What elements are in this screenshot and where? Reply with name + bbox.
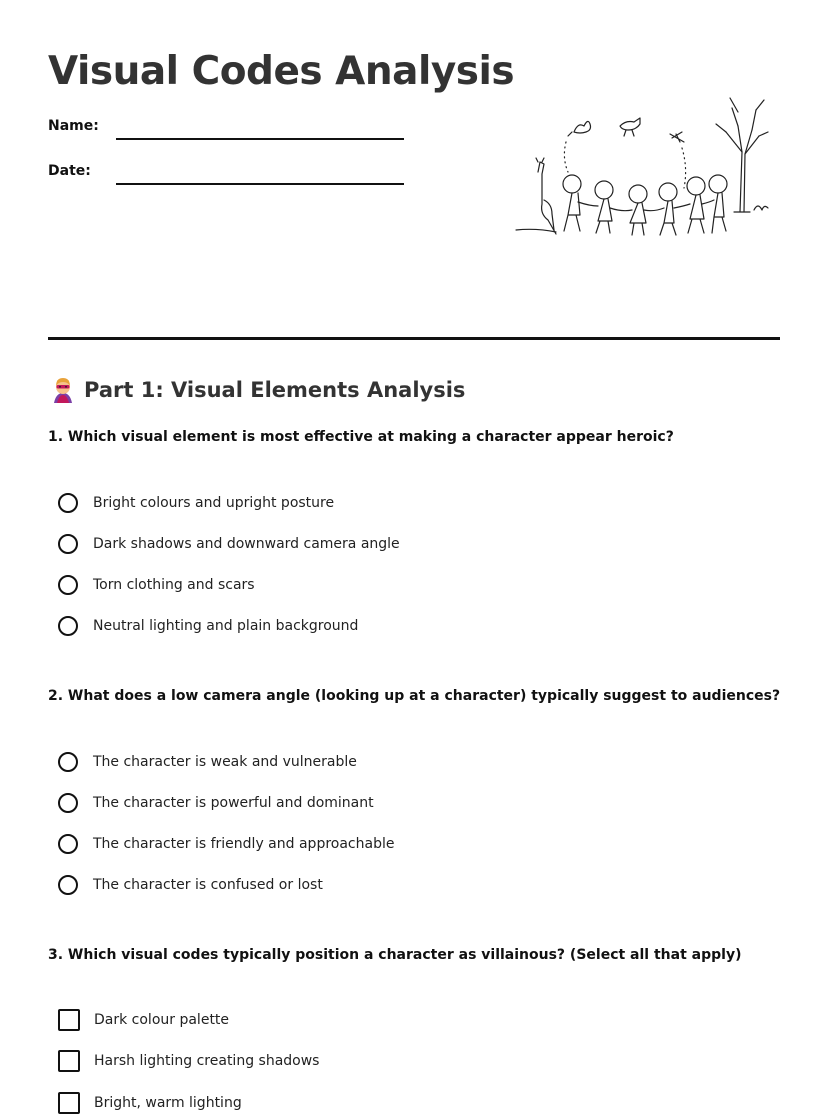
q2-option-1[interactable] [58, 750, 357, 774]
name-field[interactable] [116, 138, 404, 140]
q2-option-4[interactable] [58, 873, 323, 897]
option-label: The character is weak and vulnerable [93, 754, 357, 770]
checkbox[interactable] [58, 1092, 80, 1114]
question-3: 3. Which visual codes typically position a character as villainous? (Select all that apply) [48, 947, 742, 963]
q3-option-2[interactable] [58, 1049, 319, 1073]
radio-button[interactable] [58, 752, 78, 772]
option-label: The character is powerful and dominant [93, 795, 374, 811]
option-label: Neutral lighting and plain background [93, 618, 359, 634]
radio-button[interactable] [58, 793, 78, 813]
radio-button[interactable] [58, 575, 78, 595]
radio-button[interactable] [58, 875, 78, 895]
q2-option-2[interactable] [58, 791, 374, 815]
name-label: Name: [48, 118, 99, 134]
radio-button[interactable] [58, 493, 78, 513]
page-title: Visual Codes Analysis [48, 49, 515, 94]
option-label: Torn clothing and scars [93, 577, 255, 593]
section-divider [48, 337, 780, 340]
option-label: Dark shadows and downward camera angle [93, 536, 400, 552]
date-field[interactable] [116, 183, 404, 185]
section-header [48, 374, 465, 406]
q3-option-1[interactable] [58, 1008, 229, 1032]
option-label: Harsh lighting creating shadows [94, 1053, 320, 1069]
q1-option-4[interactable] [58, 614, 358, 638]
q1-option-2[interactable] [58, 532, 400, 556]
checkbox[interactable] [58, 1050, 80, 1072]
q1-option-3[interactable] [58, 573, 255, 597]
option-label: Dark colour palette [94, 1012, 230, 1028]
children-parade-illustration [512, 92, 774, 250]
radio-button[interactable] [58, 534, 78, 554]
date-label: Date: [48, 163, 91, 179]
q3-option-3[interactable] [58, 1091, 242, 1115]
superhero-emoji-icon [48, 375, 78, 405]
option-label: The character is confused or lost [93, 877, 323, 893]
checkbox[interactable] [58, 1009, 80, 1031]
option-label: Bright, warm lighting [94, 1095, 242, 1111]
radio-button[interactable] [58, 616, 78, 636]
option-label: The character is friendly and approachable [93, 836, 395, 852]
q1-option-1[interactable] [58, 491, 334, 515]
question-1: 1. Which visual element is most effective at making a character appear heroic? [48, 429, 674, 445]
q2-option-3[interactable] [58, 832, 394, 856]
option-label: Bright colours and upright posture [93, 495, 335, 511]
section-title: Part 1: Visual Elements Analysis [84, 378, 466, 402]
question-2: 2. What does a low camera angle (looking up at a character) typically suggest to audiences? [48, 688, 781, 704]
radio-button[interactable] [58, 834, 78, 854]
